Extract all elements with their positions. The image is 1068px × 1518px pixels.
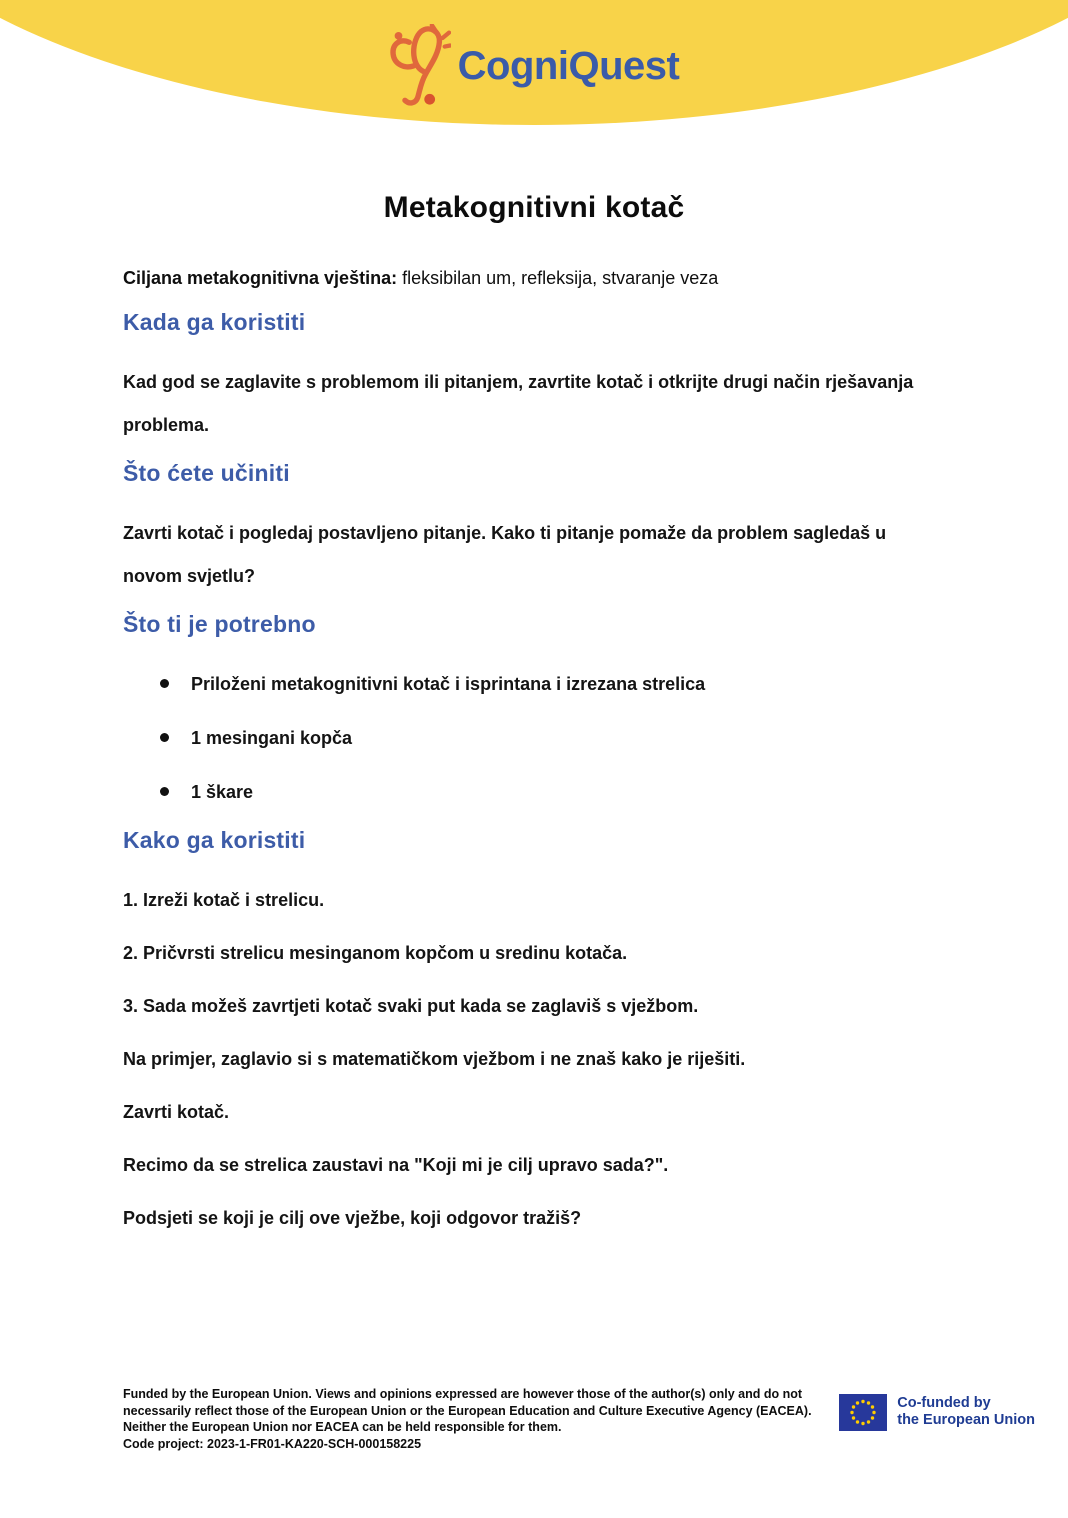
bullet-dot-icon — [160, 733, 169, 742]
how-step: 1. Izreži kotač i strelicu. — [123, 890, 325, 910]
need-item — [160, 663, 945, 706]
how-step: Na primjer, zaglavio si s matematičkom vježbom i ne znaš kako je riješiti. — [123, 1049, 746, 1069]
footer — [123, 1386, 1035, 1452]
disclaimer-line: necessarily reflect those of the European Union or the European Education and Culture Executive Agency (EACEA). — [123, 1403, 812, 1418]
bullet-dot-icon — [160, 787, 169, 796]
needs-list — [123, 663, 945, 814]
how-step: Recimo da se strelica zaustavi na "Koji mi je cilj upravo sada?". — [123, 1155, 669, 1175]
need-item — [160, 717, 945, 760]
need-item-label: 1 škare — [191, 782, 254, 802]
target-skill-line — [123, 265, 945, 291]
logo-text: CogniQuest — [457, 44, 680, 88]
section-body-when: Kad god se zaglavite s problemom ili pitanjem, zavrtite kotač i otkrijte drugi način rješavanja problema. — [123, 372, 914, 435]
page-title: Metakognitivni kotač — [383, 191, 685, 224]
need-item-label: Priloženi metakognitivni kotač i isprintana i izrezana strelica — [191, 674, 706, 694]
how-step: 2. Pričvrsti strelicu mesinganom kopčom u sredinu kotača. — [123, 943, 628, 963]
target-skill-label: Ciljana metakognitivna vještina: — [123, 268, 398, 288]
how-step: Podsjeti se koji je cilj ove vježbe, koji odgovor tražiš? — [123, 1208, 582, 1228]
eu-cofunded-block — [839, 1394, 1035, 1431]
section-heading-how: Kako ga koristiti — [123, 827, 306, 853]
how-step: Zavrti kotač. — [123, 1102, 230, 1122]
disclaimer-line: Code project: 2023-1-FR01-KA220-SCH-000158225 — [123, 1436, 422, 1451]
eu-cofunded-label — [897, 1394, 1035, 1429]
target-skill-value: fleksibilan um, refleksija, stvaranje veza — [402, 268, 719, 288]
cogniquest-spark-icon — [389, 24, 451, 110]
how-step: 3. Sada možeš zavrtjeti kotač svaki put kada se zaglaviš s vježbom. — [123, 996, 699, 1016]
worksheet-content — [123, 189, 945, 1250]
eu-label-line1: Co-funded by — [897, 1395, 991, 1411]
bullet-dot-icon — [160, 679, 169, 688]
disclaimer-line: Neither the European Union nor EACEA can be held responsible for them. — [123, 1420, 562, 1434]
section-heading-what: Što ćete učiniti — [123, 460, 290, 486]
section-heading-when: Kada ga koristiti — [123, 309, 306, 335]
eu-flag-icon — [839, 1394, 887, 1431]
section-body-what: Zavrti kotač i pogledaj postavljeno pitanje. Kako ti pitanje pomaže da problem sagledaš u novom svjetlu? — [123, 523, 887, 586]
need-item-label: 1 mesingani kopča — [191, 728, 353, 748]
section-heading-need: Što ti je potrebno — [123, 611, 316, 637]
logo — [0, 20, 1068, 110]
need-item — [160, 771, 945, 814]
disclaimer-line: Funded by the European Union. Views and opinions expressed are however those of the author(s) only and do not — [123, 1387, 803, 1401]
eu-label-line2: the European Union — [897, 1412, 1035, 1428]
funding-disclaimer — [123, 1386, 812, 1452]
